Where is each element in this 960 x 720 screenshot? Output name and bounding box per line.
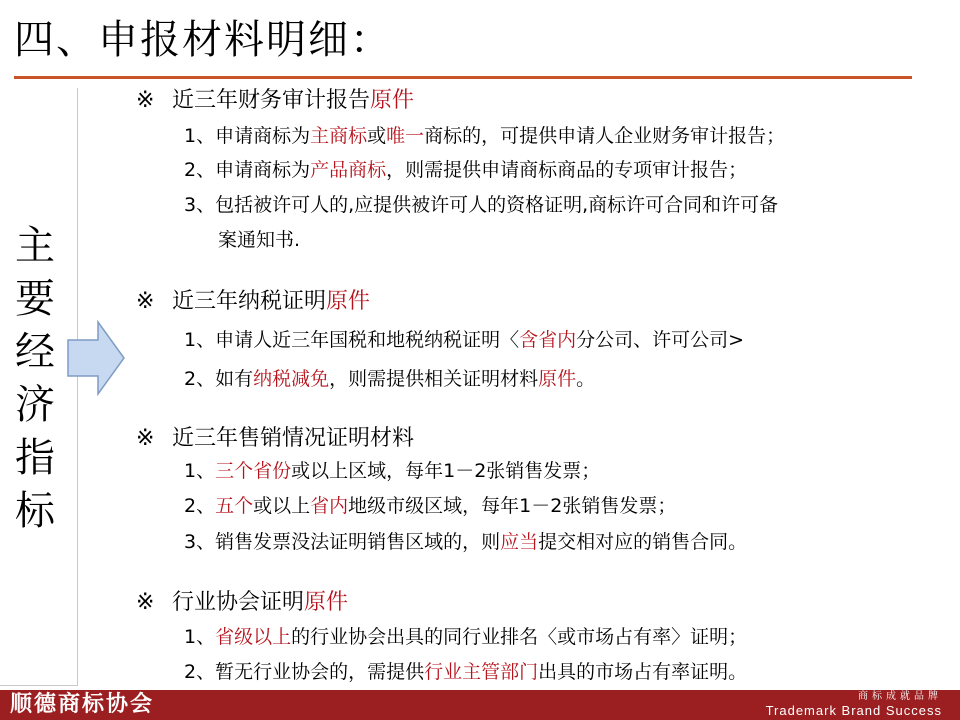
highlight-text: 原件 <box>304 590 349 615</box>
list-item <box>184 366 595 392</box>
highlight-text: 行业主管部门 <box>424 661 539 683</box>
text-run: 分公司、许可公司> <box>576 329 745 351</box>
text-run: 案通知书. <box>218 229 301 251</box>
text-run: 1、 <box>184 460 216 482</box>
reference-mark-icon: ※ <box>136 88 155 113</box>
footer-slogan-cn: 商标成就品牌 <box>858 691 942 702</box>
highlight-text: 主商标 <box>310 125 368 147</box>
text-run: 出具的市场占有率证明。 <box>538 661 748 683</box>
highlight-text: 省级以上 <box>215 626 292 648</box>
highlight-text: 产品商标 <box>310 159 387 181</box>
text-run: 或以上区域，每年1－2张销售发票； <box>291 460 601 482</box>
title-divider <box>14 76 912 79</box>
list-item <box>184 327 744 353</box>
text-run: 近三年财务审计报告 <box>172 88 371 113</box>
side-label-char: 济 <box>15 382 55 428</box>
list-item <box>184 192 778 218</box>
text-run: 提交相对应的销售合同。 <box>538 531 748 553</box>
side-label-char: 经 <box>15 329 55 375</box>
highlight-text: 纳税减免 <box>253 368 330 390</box>
section-heading <box>136 589 348 617</box>
footer-bar <box>0 690 960 720</box>
highlight-text: 原件 <box>326 289 371 314</box>
list-item <box>184 458 600 484</box>
text-run: 或 <box>367 125 387 147</box>
reference-mark-icon: ※ <box>136 590 155 615</box>
section-heading <box>136 87 414 115</box>
highlight-text: 原件 <box>538 368 577 390</box>
footer-slogan <box>766 691 942 718</box>
highlight-text: 原件 <box>370 88 415 113</box>
text-run: 1、申请商标为 <box>184 125 311 147</box>
text-run: 2、如有 <box>184 368 254 390</box>
list-item <box>184 659 747 685</box>
highlight-text: 省内 <box>310 495 349 517</box>
list-item <box>218 227 300 253</box>
text-run: 1、申请人近三年国税和地税纳税证明〈 <box>184 329 520 351</box>
footer-slogan-en: Trademark Brand Success <box>765 703 942 718</box>
text-run: 3、包括被许可人的,应提供被许可人的资格证明,商标许可合同和许可备 <box>184 194 779 216</box>
text-run: 近三年纳税证明 <box>172 289 327 314</box>
list-item <box>184 624 747 650</box>
side-label-char: 要 <box>15 276 55 322</box>
list-item <box>184 157 747 183</box>
text-run: 地级市级区域，每年1－2张销售发票； <box>348 495 677 517</box>
side-label <box>10 220 60 538</box>
text-run: ，则需提供申请商标商品的专项审计报告； <box>386 159 748 181</box>
page-title: 四、申报材料明细： <box>14 17 392 63</box>
list-item <box>184 123 785 149</box>
text-run: 近三年售销情况证明材料 <box>172 426 415 451</box>
side-label-char: 标 <box>15 488 55 534</box>
highlight-text: 应当 <box>500 531 539 553</box>
text-run: 2、 <box>184 495 216 517</box>
highlight-text: 含省内 <box>519 329 577 351</box>
text-run: 或以上 <box>253 495 311 517</box>
list-item <box>184 529 747 555</box>
side-label-char: 主 <box>15 223 55 269</box>
text-run: 2、申请商标为 <box>184 159 311 181</box>
text-run: 3、销售发票没法证明销售区域的，则 <box>184 531 501 553</box>
section-heading <box>136 288 370 316</box>
text-run: 。 <box>576 368 596 390</box>
text-run: 1、 <box>184 626 216 648</box>
highlight-text: 五个 <box>215 495 254 517</box>
list-item <box>184 493 676 519</box>
reference-mark-icon: ※ <box>136 426 155 451</box>
highlight-text: 唯一 <box>386 125 425 147</box>
text-run: 的行业协会出具的同行业排名〈或市场占有率〉证明； <box>291 626 748 648</box>
text-run: ，则需提供相关证明材料 <box>329 368 539 390</box>
reference-mark-icon: ※ <box>136 289 155 314</box>
text-run: 商标的，可提供申请人企业财务审计报告； <box>424 125 786 147</box>
text-run: 2、暂无行业协会的，需提供 <box>184 661 425 683</box>
side-label-char: 指 <box>15 435 55 481</box>
text-run: 行业协会证明 <box>172 590 305 615</box>
section-heading <box>136 425 414 453</box>
right-arrow-icon <box>66 320 126 396</box>
footer-logo: 顺德商标协会 <box>10 692 155 717</box>
highlight-text: 三个省份 <box>215 460 292 482</box>
